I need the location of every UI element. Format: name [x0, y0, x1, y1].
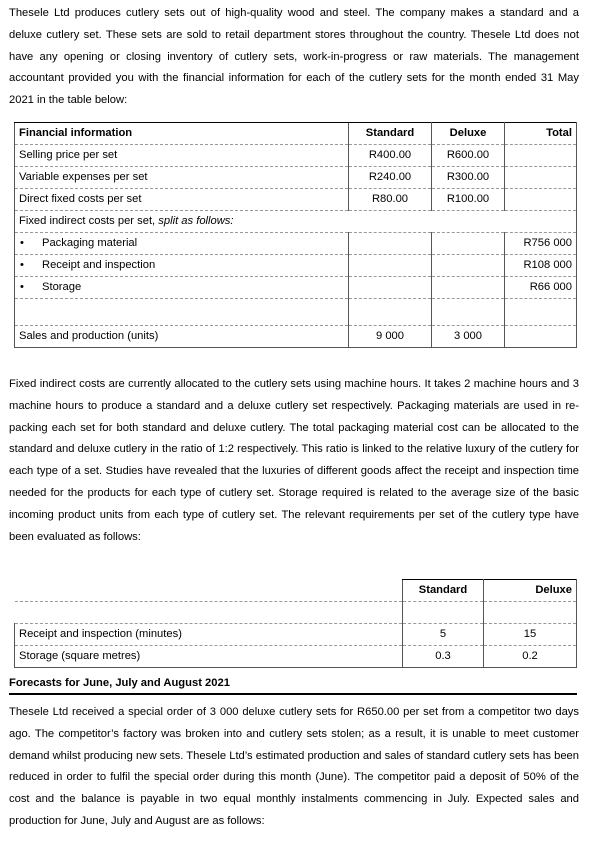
total-value [505, 189, 577, 211]
table-row [15, 602, 577, 624]
deluxe-value [432, 233, 505, 255]
header-empty [15, 580, 403, 602]
header-financial-information: Financial information [15, 123, 349, 145]
allocation-paragraph: Fixed indirect costs are currently allocated to the cutlery sets using machine hours. It takes 2 machine hours and 3 machine hours to produce a standard and a deluxe cutlery set respectively. Packaging materials are used in re-packing each set for both standard and deluxe cutlery. The total packaging material cost can be allocated to the standard and deluxe cutlery in the ratio of 1:2 respectively. This ratio is linked to the relative luxury of the cutlery for each type of a set. Studies have revealed that the luxuries of different goods affect the receipt and inspection time needed for the products for each type of cutlery set. Storage required is related to the average size of the basic incoming product units from each type of cutlery set. The relevant requirements per set of the cutlery type have been evaluated as follows: [9, 378, 579, 543]
deluxe-value [432, 255, 505, 277]
row-label-fixed-indirect [15, 211, 577, 233]
row-label: Direct fixed costs per set [15, 189, 349, 211]
header-total: Total [505, 123, 577, 145]
deluxe-value [432, 277, 505, 299]
row-label: Receipt and inspection (minutes) [15, 624, 403, 646]
standard-value [349, 277, 432, 299]
standard-value [349, 255, 432, 277]
table-row [15, 233, 577, 255]
deluxe-value: 15 [484, 624, 577, 646]
table-row [15, 277, 577, 299]
row-label [15, 233, 349, 255]
standard-value: R400.00 [349, 145, 432, 167]
standard-value: 5 [403, 624, 484, 646]
row-label: Selling price per set [15, 145, 349, 167]
row-label: Storage (square metres) [15, 646, 403, 668]
forecast-heading: Forecasts for June, July and August 2021 [9, 674, 577, 695]
table-row [15, 145, 577, 167]
deluxe-value: R600.00 [432, 145, 505, 167]
table-spacer-row [15, 299, 577, 326]
table-row [15, 255, 577, 277]
row-label-text: Packaging material [42, 237, 138, 249]
table-row [15, 189, 577, 211]
table-header-row [15, 580, 577, 602]
deluxe-value: R300.00 [432, 167, 505, 189]
row-label [15, 255, 349, 277]
forecast-paragraph: Thesele Ltd received a special order of 3 000 deluxe cutlery sets for R650.00 per set from a competitor two days ago. The competitor’s factory was broken into and cutlery sets stolen; as a result, it is unable to meet customer demand whilst producing new sets. Thesele Ltd’s estimated production and sales of standard cutlery sets has been reduced in order to fulfil the special order during this month (June). The competitor paid a deposit of 50% of the cost and the balance is payable in two equal monthly instalments commencing in July. Expected sales and production for June, July and August are as follows: [9, 706, 579, 827]
standard-value [349, 233, 432, 255]
fixed-indirect-label-italic: split as follows: [158, 215, 234, 227]
table-header-row [15, 123, 577, 145]
financial-information-table [14, 122, 577, 348]
row-label: Variable expenses per set [15, 167, 349, 189]
table-row [15, 646, 577, 668]
intro-paragraph: Thesele Ltd produces cutlery sets out of high-quality wood and steel. The company makes a standard and a deluxe cutlery set. These sets are sold to retail department stores throughout the country. Thesele Ltd does not have any opening or closing inventory of cutlery sets, work-in-progress or raw materials. The management accountant provided you with the financial information for each of the cutlery sets for the month ended 31 May 2021 in the table below: [9, 7, 579, 107]
standard-value: R80.00 [349, 189, 432, 211]
header-standard: Standard [349, 123, 432, 145]
bullet-icon: • [20, 281, 24, 293]
bullet-icon: • [20, 237, 24, 249]
row-label-text: Receipt and inspection [42, 259, 156, 271]
table-row [15, 326, 577, 348]
total-value: R756 000 [505, 233, 577, 255]
deluxe-value: 0.2 [484, 646, 577, 668]
header-deluxe: Deluxe [432, 123, 505, 145]
standard-value: 9 000 [349, 326, 432, 348]
fixed-indirect-label: Fixed indirect costs per set, [19, 215, 159, 227]
total-value: R66 000 [505, 277, 577, 299]
row-label [15, 277, 349, 299]
row-label: Sales and production (units) [15, 326, 349, 348]
bullet-icon: • [20, 259, 24, 271]
standard-value: 0.3 [403, 646, 484, 668]
total-value [505, 326, 577, 348]
deluxe-value: 3 000 [432, 326, 505, 348]
header-deluxe: Deluxe [484, 580, 577, 602]
header-standard: Standard [403, 580, 484, 602]
requirements-table [14, 579, 577, 668]
total-value [505, 145, 577, 167]
standard-value: R240.00 [349, 167, 432, 189]
total-value: R108 000 [505, 255, 577, 277]
table-row [15, 624, 577, 646]
row-label-text: Storage [42, 281, 82, 293]
table-row [15, 211, 577, 233]
total-value [505, 167, 577, 189]
table-row [15, 167, 577, 189]
deluxe-value: R100.00 [432, 189, 505, 211]
